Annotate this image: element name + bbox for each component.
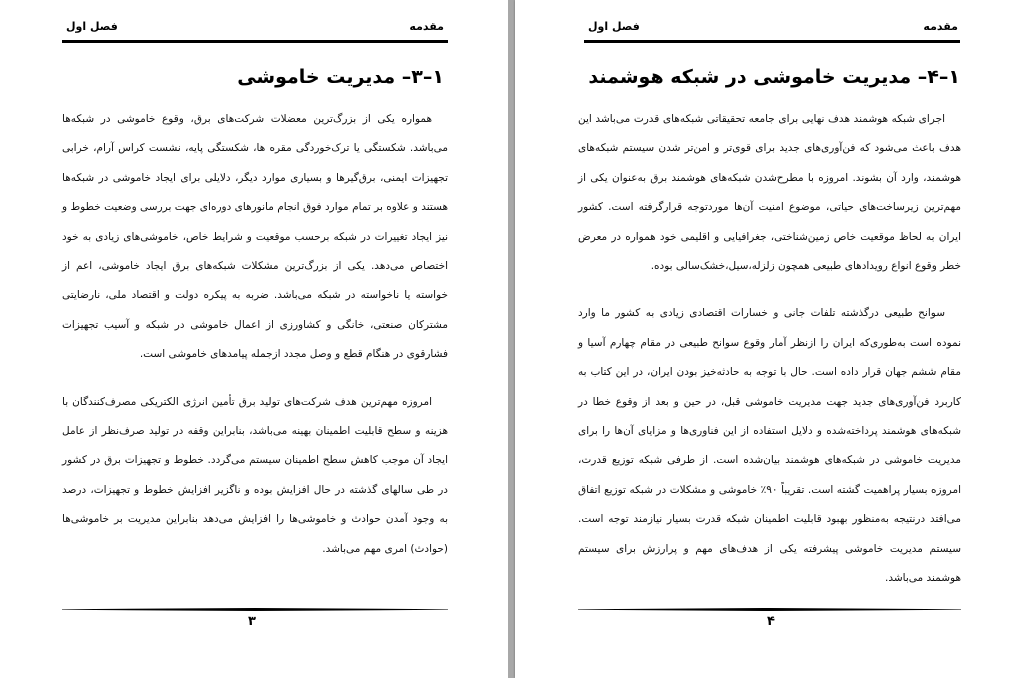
header-divider: [62, 40, 448, 43]
header-section-name: مقدمه: [923, 20, 958, 33]
page-header: [66, 20, 444, 38]
header-section-name: مقدمه: [409, 20, 444, 33]
body-text: [578, 105, 961, 612]
paragraph: سوانح طبیعی درگذشته تلفات جانی و خسارات اقتصادی زیادی به کشور ما وارد نموده است به‌طوری‌که ایران را ازنظر آمار وقوع سوانح طبیعی در مقام چهارم آسیا و مقام ششم جهان قرار داده است. حال با توجه به حادثه‌خیز بودن ایران، در این کتاب به کاربرد فن‌آوری‌های جدید جهت مدیریت خاموشی قبل، در حین و بعد از وقوع خطا در شبکه‌های هوشمند پرداخته‌شده و دلایل استفاده از این فناوری‌ها و مزایای آن‌ها را برای مدیریت خاموشی در شبکه‌های هوشمند بیان‌شده است. از طرفی شبکه توزیع قدرت، امروزه بسیار پراهمیت گشته است. تقریباً ۹۰٪ خاموشی و مشکلات در شبکه توزیع اتفاق می‌افتد درنتیجه به‌منظور بهبود قابلیت اطمینان شبکه قدرت بسیار نیازمند توجه است. سیستم مدیریت خاموشی پیشرفته یکی از هدف‌های مهم و پرارزش برای سیستم هوشمند می‌باشد.: [578, 307, 962, 585]
document-page-left: [0, 0, 508, 678]
page-number: ۴: [767, 614, 775, 629]
header-chapter-name: فصل اول: [588, 20, 640, 33]
page-number: ۳: [248, 614, 256, 629]
paragraph: همواره یکی از بزرگ‌ترین معضلات شرکت‌های برق، وقوع خاموشی در شبکه‌ها می‌باشد. شکستگی یا ترک‌خوردگی مقره ها، شکستگی پایه، نشست کراس آرام، خرابی تجهیزات ایمنی، برق‌گیرها و بسیاری موارد دیگر، دلایلی برای ایجاد خاموشی در شبکه‌ها هستند و علاوه بر تمام موارد فوق انجام مانورهای دوره‌ای جهت بررسی وضعیت خطوط و نیز ایجاد تغییرات در شبکه برحسب موقعیت و شرایط خاص، خاموشی‌های زیادی به خود اختصاص می‌دهد. یکی از بزرگ‌ترین مشکلات شبکه‌های برق ایجاد خاموشی، اعم از خواسته یا ناخواسته در شبکه می‌باشد. ضربه به پیکره دولت و اقتصاد ملی، نارضایتی مشترکان صنعتی، خانگی و کشاورزی از اعمال خاموشی در شبکه و آسیب تجهیزات فشارقوی در هنگام قطع و وصل مجدد ازجمله پیامدهای خاموشی است.: [62, 113, 448, 361]
section-title: ۱–۳– مدیریت خاموشی: [237, 66, 444, 88]
section-title: ۱–۴– مدیریت خاموشی در شبکه هوشمند: [588, 66, 960, 88]
footer-divider: [62, 608, 448, 611]
document-page-right: [515, 0, 1024, 678]
header-divider: [584, 40, 960, 43]
page-header: [588, 20, 958, 38]
paragraph: اجرای شبکه هوشمند هدف نهایی برای جامعه تحقیقاتی شبکه‌های قدرت می‌باشد این هدف باعث می‌شود که فن‌آوری‌های جدید برای قوی‌تر و امن‌تر شدن سیستم شبکه‌های هوشمند، وارد آن بشوند. امروزه با مطرح‌شدن شبکه‌های هوشمند برق به‌عنوان یکی از مهم‌ترین زیرساخت‌های حیاتی، موضوع امنیت آن‌ها موردتوجه قرارگرفته است. کشور ایران به لحاظ موقعیت خاص زمین‌شناختی، جغرافیایی و اقلیمی خود همواره در معرض خطر وقوع انواع رویدادهای طبیعی همچون زلزله،سیل،خشک‌سالی بوده.: [578, 113, 961, 273]
paragraph: امروزه مهم‌ترین هدف شرکت‌های تولید برق تأمین انرژی الکتریکی مصرف‌کنندگان با هزینه و سطح قابلیت اطمینان بهینه می‌باشد، بنابراین وقفه در تولید صرف‌نظر از عامل ایجاد آن موجب کاهش سطح اطمینان سیستم می‌گردد. خطوط و تجهیزات برق در کشور در طی سالهای گذشته در حال افزایش بوده و ناگزیر افزایش خطوط و تجهیزات، درصد به وجود آمدن حوادث و خاموشی‌ها را افزایش می‌دهد بنابراین مدیریت بر خاموشی‌ها (حوادث) امری مهم می‌باشد.: [62, 395, 448, 555]
header-chapter-name: فصل اول: [66, 20, 118, 33]
body-text: [62, 105, 448, 582]
page-gutter: [508, 0, 515, 678]
